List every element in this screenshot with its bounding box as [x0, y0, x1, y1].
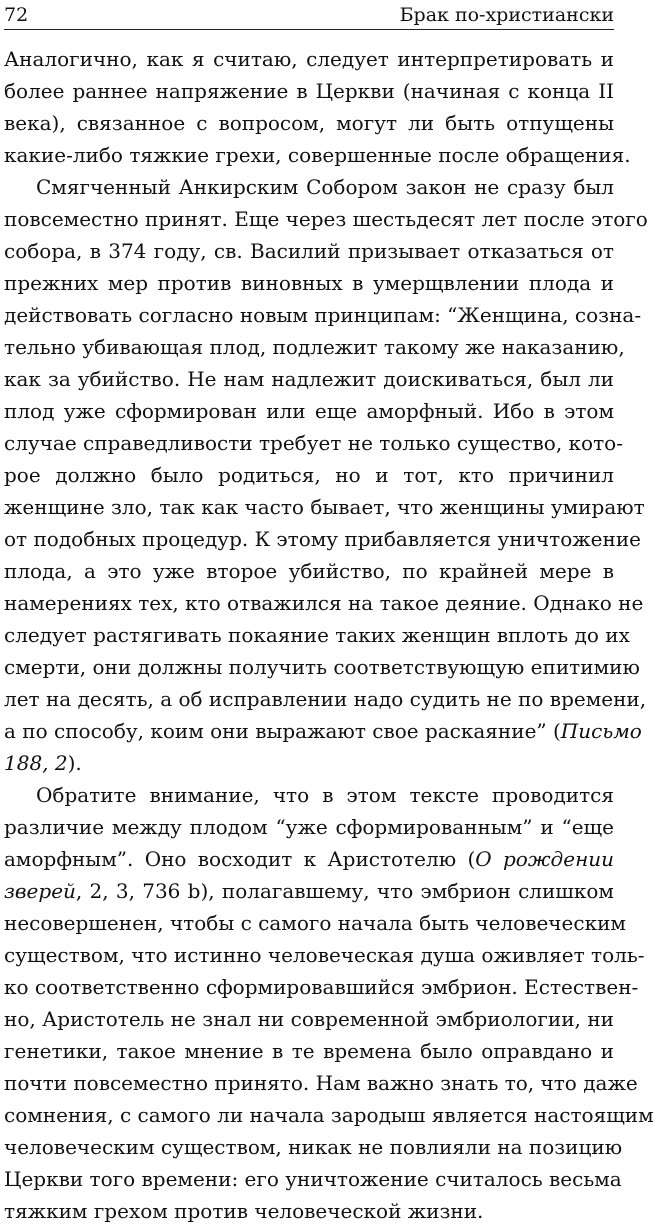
text-line: человеческим существом, никак не повлияли на позицию [4, 1135, 623, 1159]
text-segment: , 2, 3, 736 b), полагавшему, что эмбрион слишком [75, 879, 614, 903]
text-line: плод уже сформирован или еще аморфный. Ибо в этом [4, 399, 614, 423]
text-line: сомнения, с самого ли начала зародыш является настоящим [4, 1103, 654, 1127]
citation-italic: зверей [4, 879, 76, 903]
text-segment: ). [67, 751, 82, 775]
page-body [4, 43, 654, 1227]
citation-italic: О рождении [475, 847, 615, 871]
text-line: плода, а это уже второе убийство, по крайней мере в [4, 559, 614, 583]
text-line-with-citation [4, 715, 642, 747]
text-line: Обратите внимание, что в этом тексте проводится [36, 783, 614, 807]
text-line: от подобных процедур. К этому прибавляется уничтожение [4, 527, 641, 551]
text-segment: а по способу, коим они выражают свое раскаяние” ( [4, 719, 561, 743]
text-line: смерти, они должны получить соответствующую епитимию [4, 655, 640, 679]
text-line: случае справедливости требует не только существо, кото- [4, 431, 623, 455]
text-line: несовершенен, чтобы с самого начала быть человеческим [4, 911, 626, 935]
text-line: различие между плодом “уже сформированным” и “еще [4, 815, 614, 839]
text-segment: аморфным”. Оно восходит к Аристотелю ( [4, 847, 476, 871]
text-line: Аналогично, как я считаю, следует интерпретировать и [4, 47, 614, 71]
running-header [4, 0, 614, 30]
text-line: повсеместно принят. Еще через шестьдесят лет после этого [4, 207, 648, 231]
text-line: какие-либо тяжкие грехи, совершенные после обращения. [4, 143, 631, 167]
text-line: тельно убивающая плод, подлежит такому же наказанию, [4, 335, 625, 359]
paragraph-1 [4, 43, 631, 171]
paragraph-3 [4, 779, 654, 1227]
text-line: тяжким грехом против человеческой жизни. [4, 1199, 484, 1223]
text-line: прежних мер против виновных в умерщвлении плода и [4, 271, 614, 295]
text-line: века), связанное с вопросом, могут ли быть отпущены [4, 111, 614, 135]
text-line-with-citation [4, 747, 614, 779]
text-line: почти повсеместно принято. Нам важно знать то, что даже [4, 1071, 638, 1095]
text-line-with-citation [4, 875, 614, 907]
text-line: рое должно было родиться, но и тот, кто причинил [4, 463, 614, 487]
text-line: действовать согласно новым принципам: “Женщина, созна- [4, 303, 642, 327]
citation-italic: 188, 2 [4, 751, 68, 775]
paragraph-2 [4, 171, 648, 779]
citation-italic: Письмо [560, 719, 642, 743]
text-line: Церкви того времени: его уничтожение считалось весьма [4, 1167, 622, 1191]
text-line: генетики, такое мнение в те времена было оправдано и [4, 1039, 614, 1063]
page-number: 72 [4, 4, 29, 26]
running-title: Брак по-христиански [399, 4, 614, 26]
text-line: намерениях тех, кто отважился на такое деяние. Однако не [4, 591, 644, 615]
text-line: женщине зло, так как часто бывает, что женщины умирают [4, 495, 645, 519]
text-line: как за убийство. Не нам надлежит доискиваться, был ли [4, 367, 614, 391]
text-line: ко соответственно сформировавшийся эмбрион. Естествен- [4, 975, 639, 999]
text-line: следует растягивать покаяние таких женщин вплоть до их [4, 623, 630, 647]
text-line: но, Аристотель не знал ни современной эмбриологии, ни [4, 1007, 614, 1031]
text-line: более раннее напряжение в Церкви (начиная с конца II [4, 79, 614, 103]
text-line: лет на десять, а об исправлении надо судить не по времени, [4, 687, 647, 711]
text-line: Смягченный Анкирским Собором закон не сразу был [36, 175, 614, 199]
text-line: существом, что истинно человеческая душа оживляет толь- [4, 943, 645, 967]
text-line-with-citation [4, 843, 614, 875]
text-line: собора, в 374 году, св. Василий призывает отказаться от [4, 239, 614, 263]
